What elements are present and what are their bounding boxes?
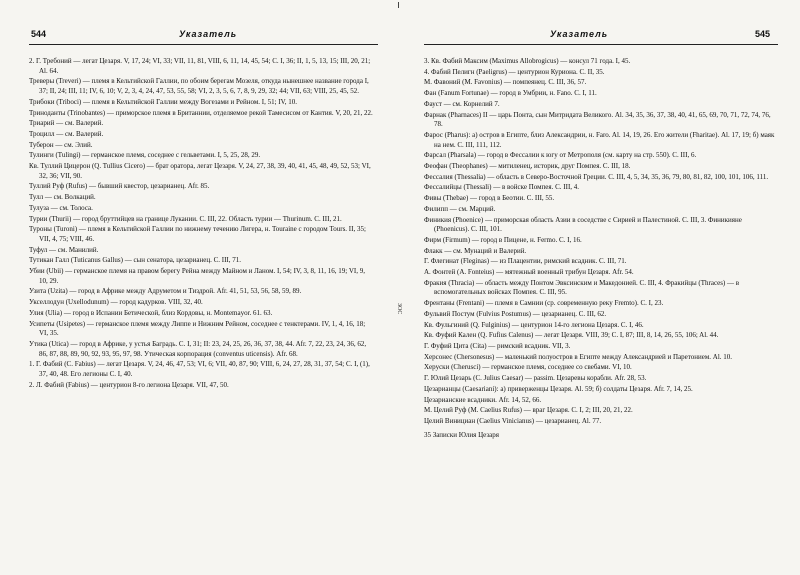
index-entry: Триарий — см. Валерий.: [29, 119, 104, 128]
index-entry: Цезарианцы (Caesariani): а) приверженцы Цезаря. Al. 59; б) солдаты Цезаря. Afr. 7, 14, 25.: [424, 384, 693, 393]
index-entry: Фессалийцы (Thessali) — в войске Помпея. С. III, 4.: [424, 183, 580, 192]
index-entry: Фан (Fanum Fortunae) — город в Умбрии, н. Fano. С. I, 11.: [424, 89, 597, 98]
index-entry: Г. Фуфий Цита (Cita) — римский всадник. VII, 3.: [424, 341, 571, 350]
index-entry: Фирм (Firmum) — город в Пицене, н. Fermo. С. I, 16.: [424, 235, 582, 244]
index-entry: А. Фонтей (A. Fonteius) — мятежный военный трибун Цезаря. Afr. 54.: [424, 268, 634, 277]
index-entry: 1. Г. Фабий (C. Fabius) — легат Цезаря. V, 24, 46, 47, 53; VI, 6; VII, 40, 87, 90; VIII, 6, 24, 27, 28, 31, 37, 54; С. I, (1), 37, 40, 48. Его легионы С. I, 40.: [29, 360, 370, 379]
index-entry: Фауст — см. Корнелий 7.: [424, 99, 500, 108]
index-entry: Узита (Uzita) — город в Африке между Адруметом и Тиздрой. Afr. 41, 51, 53, 56, 58, 59, 89.: [29, 287, 302, 296]
index-entry: Фарсал (Pharsala) — город в Фессалии к югу от Метрополя (см. карту на стр. 550). С. III, 6.: [424, 151, 697, 160]
index-entry: Цезарианские всадники. Afr. 14, 52, 66.: [424, 395, 542, 404]
index-entry: Херуски (Cherusci) — германское племя, соседнее со свебами. VI, 10.: [424, 363, 632, 372]
index-entry: Фракия (Thracia) — область между Понтом Эвксинским и Македонией. С. III, 4. Фракийцы (Thraces) — в вспомогательных войсках Помпея. С. III, 95.: [424, 278, 740, 297]
left-page-number: 544: [31, 29, 47, 39]
index-entry: Фарос (Pharus): а) остров в Египте, близ Александрии, н. Faro. Al. 14, 19, 26. Его жители (Fharitae). Al. 17, 19; б) маяк на нем. С. III, 111, 112.: [424, 130, 775, 149]
index-entry: Туберон — см. Элий.: [29, 140, 93, 149]
index-entry: Трибоки (Triboci) — племя в Кельтийской Галлии между Вогезами и Рейном. I, 51; IV, 10.: [29, 97, 298, 106]
index-entry: Тулл — см. Волкаций.: [29, 193, 96, 202]
index-entry: Кв. Фульгиний (Q. Fulginius) — центурион 14-го легиона Цезаря. С. I, 46.: [424, 320, 644, 329]
index-entry: Г. Юлий Цезарь (C. Julius Caesar) — passim. Цезаревы корабли. Afr. 28, 53.: [424, 374, 647, 383]
index-entry: Кв. Фуфий Кален (Q. Fufius Calenus) — легат Цезаря. VIII, 39; С. I, 87; III, 8, 14, 26, 55, 106; Al. 44.: [424, 331, 719, 340]
index-entry: Фивы (Thebae) — город в Беотии. С. III, 55.: [424, 194, 555, 203]
index-entry: Целий Винициан (Caelius Vinicianus) — цезарианец. Al. 77.: [424, 416, 602, 425]
index-entry: Г. Флегинат (Fleginas) — из Плацентии, римский всадник. С. III, 71.: [424, 257, 627, 266]
index-entry: Укселлодун (Uxellodunum) — город кадурков. VIII, 32, 40.: [29, 298, 203, 307]
index-entry: Убии (Ubii) — германское племя на правом берегу Рейна между Майном и Ланом. I, 54; IV, 3, 8, 11, 16, 19; VI, 9, 10, 29.: [29, 267, 366, 285]
index-entry: М. Фавоний (M. Favonius) — помпеянец. С. III, 36, 57.: [424, 78, 587, 87]
index-entry: Филипп — см. Марций.: [424, 204, 496, 213]
gutter-mark: ЗОС: [396, 303, 402, 315]
index-entry: М. Целий Руф (M. Caelius Rufus) — враг Цезаря. С. I, 2; III, 20, 21, 22.: [424, 406, 633, 415]
index-entry: Фессалия (Thessalia) — область в Северо-Восточной Греции. С. III, 4, 5, 34, 35, 36, 79, 80, 81, 82, 100, 101, 106, 111.: [424, 172, 769, 181]
right-page-number: 545: [755, 29, 771, 39]
index-entry: 3. Кв. Фабий Максим (Maximus Allobrogicus) — консул 71 года. I, 45.: [424, 57, 631, 65]
index-entry: Туроны (Turoni) — племя в Кельтийской Галлии по нижнему течению Лигера, н. Touraine с городом Tours. II, 35; VII, 4, 75; VIII, 46.: [29, 225, 366, 243]
right-entry-list: [424, 57, 776, 440]
index-entry: Треверы (Treveri) — племя в Кельтийской Галлии, по обоим берегам Мозеля, откуда нынешнее название города I, 37; II, 24; III, 11; IV, 6, 10; V, 2, 3, 4, 24, 47, 53, 55, 58; VI, 2, 3, 5, 6, 7, 8, 9, 29, 32; 44; VII, 63; VIII, 25, 45, 52.: [29, 77, 369, 96]
index-entry: Туфул — см. Манилий.: [29, 245, 99, 254]
right-page: [400, 0, 800, 575]
index-entry: Фарнак (Pharnaces) II — царь Понта, сын Митридата Великого. Al. 34, 35, 36, 37, 38, 40, 41, 65, 69, 70, 71, 72, 74, 76, 78.: [424, 110, 771, 129]
index-entry: Утика (Utica) — город в Африке, у устья Баградь. С. I, 31; II: 23, 24, 25, 26, 36, 37, 38, 44. Afr. 7, 22, 23, 24, 36, 62, 86, 87, 88, 89, 90, 92, 93, 95, 97, 98. Утическая корпорация (conventus uticensis). Afr. 68.: [29, 339, 367, 358]
left-header-rule: [29, 44, 378, 45]
index-entry: Херсонес (Chersonesus) — маленький полуостров в Египте между Александрией и Паретонием. Al. 10.: [424, 352, 733, 361]
index-entry: Феофан (Theophanes) — митиленец, историк, друг Помпея. С. III, 18.: [424, 162, 631, 171]
index-entry: Флакк — см. Мунаций и Валерий.: [424, 246, 527, 255]
index-entry: Турии (Thurii) — город бруттийцев на границе Лукании. С. III, 22. Область турии — Thurinum. С. III, 21.: [29, 214, 342, 223]
index-entry: Усипеты (Usipetes) — германское племя между Липпе и Нижним Рейном, соседнее с тенктерами. IV, 1, 4, 16, 18; VI, 35.: [29, 319, 366, 338]
index-entry: Тутикан Галл (Tuticanus Gallus) — сын сенатора, цезарианец. С. III, 71.: [29, 256, 241, 265]
index-entry: Туллий Руф (Rufus) — бывший квестор, цезарианец. Afr. 85.: [29, 182, 210, 191]
index-entry: Тулуза — см. Толоса.: [29, 203, 93, 212]
left-entry-list: [29, 57, 375, 392]
index-entry: Фульвий Постум (Fulvius Postumus) — цезарианец. С. III, 62.: [424, 309, 607, 318]
index-entry: Триноданты (Trinobantes) — приморское племя в Британнии, отделяемое рекой Тамесисом от Кантия. V, 20, 21, 22.: [29, 108, 373, 117]
left-page-header: Указатель: [179, 29, 238, 39]
index-entry: Троцилл — см. Валерий.: [29, 129, 104, 138]
index-entry: Финикия (Phoenice) — приморская область Азии в соседстве с Сирией и Палестиной. С. III, 3. Финикияне (Phoenicus). С. III, 101.: [424, 215, 742, 234]
right-page-header: Указатель: [550, 29, 609, 39]
index-entry: Тулинги (Tulingi) — германское племя, соседнее с гельветами. I, 5, 25, 28, 29.: [29, 151, 261, 160]
page-footnote: 35 Записки Юлия Цезаря: [424, 430, 499, 439]
right-header-rule: [424, 44, 778, 45]
index-entry: 4. Фабий Пелигн (Paeligrus) — центурион Куриона. С. II, 35.: [424, 67, 605, 76]
index-entry: 2. Л. Фабий (Fabius) — центурион 8-го легиона Цезаря. VII, 47, 50.: [29, 380, 229, 389]
index-entry: Улия (Ulia) — город в Испании Бетической, близ Кордовы, н. Montemayor. 61. 63.: [29, 308, 273, 317]
index-entry: Френтаны (Frentani) — племя в Самнии (ср. современную реку Fremto). С. I, 23.: [424, 299, 664, 308]
index-entry: Кв. Туллий Цицерон (Q. Tullius Cicero) — брат оратора, легат Цезаря. V, 24, 27, 38, 39, 40, 41, 45, 48, 49, 52, 53; VI, 32, 36; VII, 90.: [29, 162, 371, 180]
index-entry: 2. Г. Требоний — легат Цезаря. V, 17, 24; VI, 33; VII, 11, 81, VIII, 6, 11, 14, 45, 54; С. I, 36; II, 1, 5, 13, 15; III, 20, 21; Al. 64.: [29, 57, 371, 75]
